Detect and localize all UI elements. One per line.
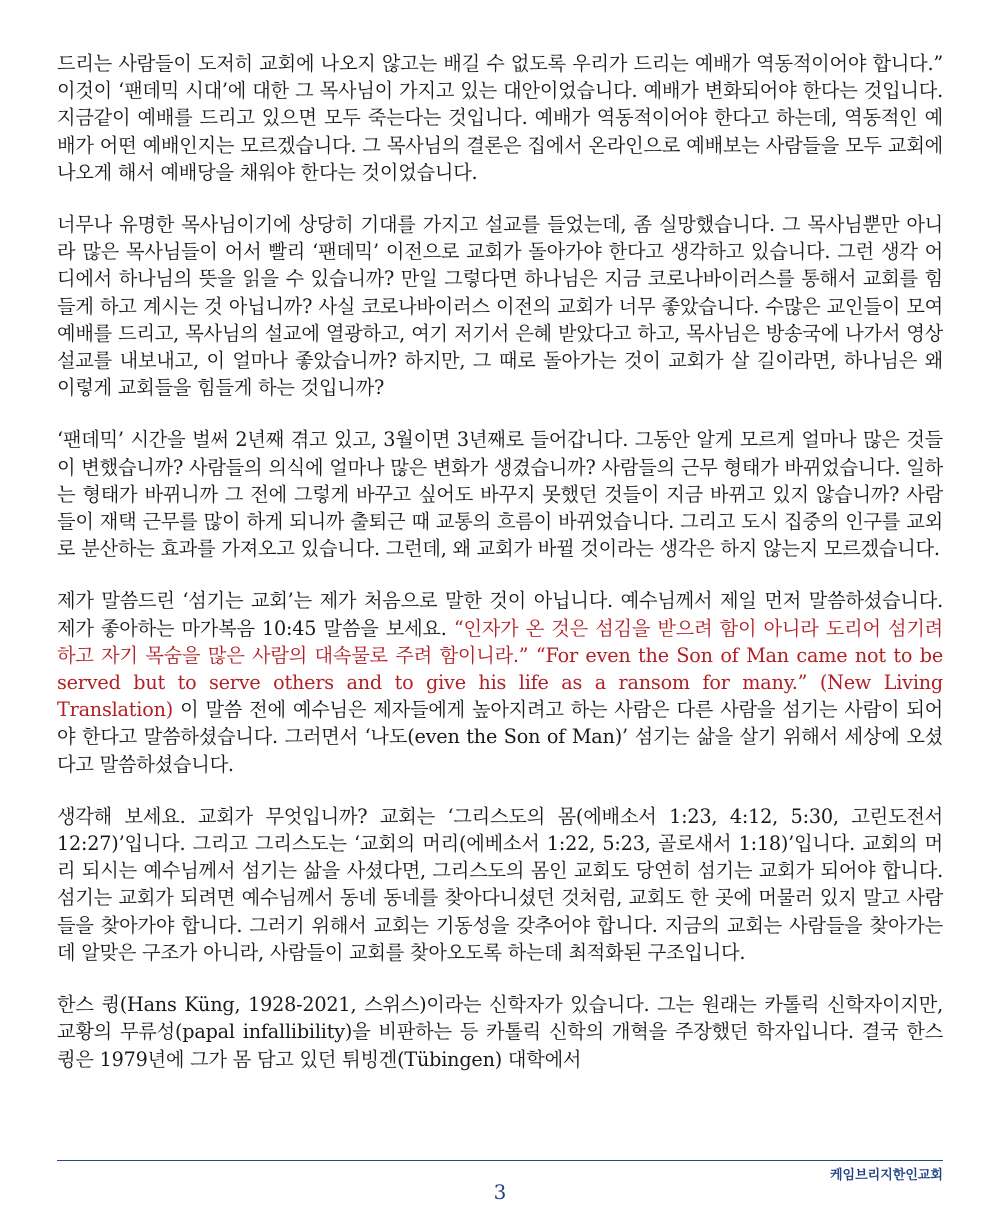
paragraph-text: 너무나 유명한 목사님이기에 상당히 기대를 가지고 설교를 들었는데, 좀 실망했습니다. 그 목사님뿐만 아니라 많은 목사님들이 어서 빨리 ‘팬데믹’ 이전으로 교회가 돌아가야 한다고 생각하고 있습니다. 그런 생각 어디에서 하나님의 뜻을 읽을 수 있습니까? 만일 그렇다면 하나님은 지금 코로나바이러스를 통해서 교회를 힘들게 하고 계시는 것 아닙니까? 사실 코로나바이러스 이전의 교회가 너무 좋았습니다. 수많은 교인들이 모여 예배를 드리고, 목사님의 설교에 열광하고, 여기 저기서 은혜 받았다고 하고, 목사님은 방송국에 나가서 영상설교를 내보내고, 이 얼마나 좋았습니까? 하지만, 그 때로 돌아가는 것이 교회가 살 길이라면, 하나님은 왜 이렇게 교회들을 힘들게 하는 것입니까? [57, 213, 943, 400]
paragraph-text: 한스 큉(Hans Küng, 1928-2021, 스위스)이라는 신학자가 있습니다. 그는 원래는 카톨릭 신학자이지만, 교황의 무류성(papal infallibility)을 비판하는 등 카톨릭 신학의 개혁을 주장했던 학자입니다. 결국 한스 큉은 1979년에 그가 몸 담고 있던 튀빙겐(Tübingen) 대학에서 [57, 993, 943, 1071]
footer-church-name: 케임브리지한인교회 [829, 1168, 943, 1183]
paragraph [57, 991, 943, 1073]
footer-divider [57, 1160, 943, 1161]
paragraph [57, 211, 943, 401]
page-number: 3 [493, 1180, 507, 1204]
paragraph [57, 803, 943, 966]
scripture-quote: “인자가 온 것은 섬김을 받으려 함이 아니라 도리어 섬기려 하고 자기 목숨을 많은 사람의 대속물로 주려 함이니라.” “For even the Son of Man came not to be served but to serve others and to give his life as a ransom for many.” (New Living Translation) [57, 616, 944, 722]
paragraph-text: 제가 말씀드린 ‘섬기는 교회’는 제가 처음으로 말한 것이 아닙니다. 예수님께서 제일 먼저 말씀하셨습니다. 제가 좋아하는 마가복음 10:45 말씀을 보세요. [57, 589, 943, 640]
paragraph-text: 생각해 보세요. 교회가 무엇입니까? 교회는 ‘그리스도의 몸(에배소서 1:23, 4:12, 5:30, 고린도전서 12:27)’입니다. 그리고 그리스도는 ‘교회의 머리(에베소서 1:22, 5:23, 골로새서 1:18)’입니다. 교회의 머리 되시는 예수님께서 섬기는 삶을 사셨다면, 그리스도의 몸인 교회도 당연히 섬기는 교회가 되어야 합니다. 섬기는 교회가 되려면 예수님께서 동네 동네를 찾아다니셨던 것처럼, 교회도 한 곳에 머물러 있지 말고 사람들을 찾아가야 합니다. 그러기 위해서 교회는 기동성을 갖추어야 합니다. 지금의 교회는 사람들을 찾아가는데 알맞은 구조가 아니라, 사람들이 교회를 찾아오도록 하는데 최적화된 구조입니다. [57, 804, 943, 964]
paragraph-text: 드리는 사람들이 도저히 교회에 나오지 않고는 배길 수 없도록 우리가 드리는 예배가 역동적이어야 합니다.” 이것이 ‘팬데믹 시대’에 대한 그 목사님이 가지고 있는 대안이었습니다. 예배가 변화되어야 한다는 것입니다. 지금같이 예배를 드리고 있으면 모두 죽는다는 것입니다. 예배가 역동적이어야 한다고 하는데, 역동적인 예배가 어떤 예배인지는 모르겠습니다. 그 목사님의 결론은 집에서 온라인으로 예배보는 사람들을 모두 교회에 나오게 해서 예배당을 채워야 한다는 것이었습니다. [57, 52, 943, 184]
body-text [57, 50, 943, 1098]
paragraph [57, 426, 943, 562]
paragraph-text: ‘팬데믹’ 시간을 벌써 2년째 겪고 있고, 3월이면 3년째로 들어갑니다. 그동안 알게 모르게 얼마나 많은 것들이 변했습니까? 사람들의 의식에 얼마나 많은 변화가 생겼습니까? 사람들의 근무 형태가 바뀌었습니다. 일하는 형태가 바뀌니까 그 전에 그렇게 바꾸고 싶어도 바꾸지 못했던 것들이 지금 바뀌고 있지 않습니까? 사람들이 재택 근무를 많이 하게 되니까 출퇴근 때 교통의 흐름이 바뀌었습니다. 그리고 도시 집중의 인구를 교외로 분산하는 효과를 가져오고 있습니다. 그런데, 왜 교회가 바뀔 것이라는 생각은 하지 않는지 모르겠습니다. [57, 428, 943, 561]
paragraph [57, 587, 943, 777]
paragraph-text: 이 말씀 전에 예수님은 제자들에게 높아지려고 하는 사람은 다른 사람을 섬기는 사람이 되어야 한다고 말씀하셨습니다. 그러면서 ‘나도(even the Son of Man)’ 섬기는 삶을 살기 위해서 세상에 오셨다고 말씀하셨습니다. [57, 698, 943, 776]
paragraph [57, 50, 943, 186]
